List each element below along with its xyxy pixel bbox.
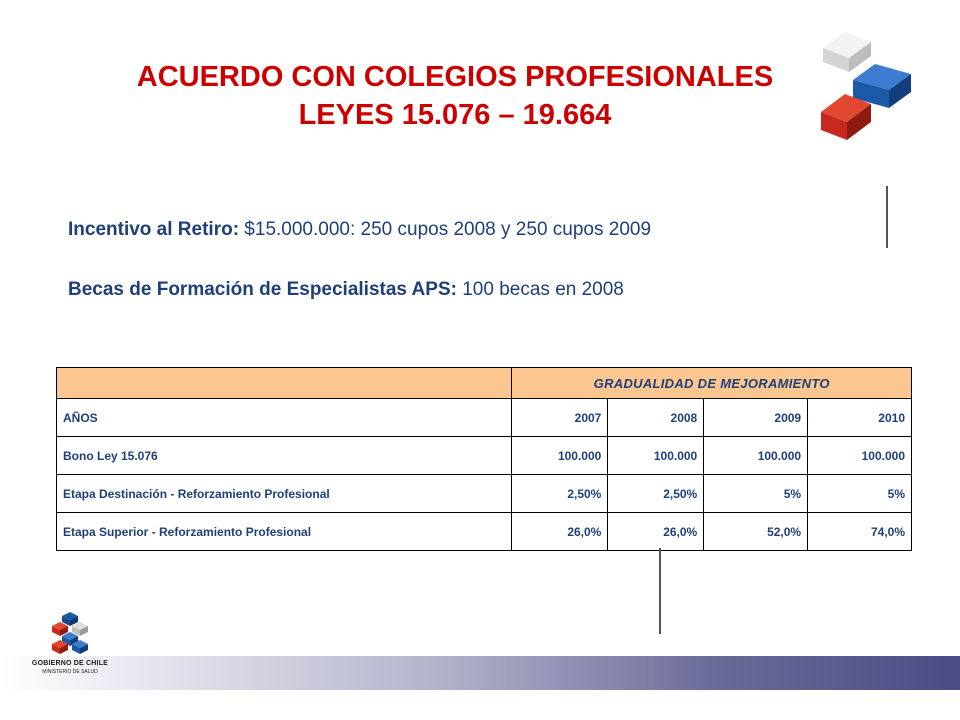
title-line-1: ACUERDO CON COLEGIOS PROFESIONALES	[136, 61, 774, 93]
table-row	[57, 513, 912, 551]
table-header-title: GRADUALIDAD DE MEJORAMIENTO	[512, 368, 912, 399]
incentivo-text: $15.000.000: 250 cupos 2008 y 250 cupos 2009	[239, 219, 652, 240]
ministerio-name: MINISTERIO DE SALUD	[42, 669, 98, 675]
year-cell: 2008	[608, 399, 704, 437]
years-label: AÑOS	[57, 399, 512, 437]
row-value: 100.000	[704, 437, 808, 475]
row-label: Etapa Destinación - Reforzamiento Profesional	[57, 475, 512, 513]
row-label: Bono Ley 15.076	[57, 437, 512, 475]
table-row	[57, 437, 912, 475]
slide-title	[60, 58, 850, 134]
divider-line-bottom	[659, 548, 661, 634]
row-value: 2,50%	[608, 475, 704, 513]
year-cell: 2009	[704, 399, 808, 437]
row-value: 26,0%	[608, 513, 704, 551]
divider-line-top	[886, 186, 888, 248]
footer-band	[0, 656, 960, 690]
row-label: Etapa Superior - Reforzamiento Profesional	[57, 513, 512, 551]
row-value: 100.000	[808, 437, 912, 475]
becas-line	[68, 279, 624, 301]
gobierno-de-chile-logo	[30, 612, 110, 688]
becas-text: 100 becas en 2008	[456, 279, 624, 300]
table-header-empty-cell	[57, 368, 512, 399]
row-value: 100.000	[608, 437, 704, 475]
table-row-years	[57, 399, 912, 437]
tricolor-cubes-logo-icon	[815, 28, 925, 146]
incentivo-label: Incentivo al Retiro:	[68, 219, 240, 240]
row-value: 2,50%	[512, 475, 608, 513]
row-value: 74,0%	[808, 513, 912, 551]
row-value: 52,0%	[704, 513, 808, 551]
row-value: 26,0%	[512, 513, 608, 551]
gradualidad-table	[56, 367, 912, 551]
year-cell: 2010	[808, 399, 912, 437]
row-value: 5%	[704, 475, 808, 513]
table-row	[57, 475, 912, 513]
row-value: 5%	[808, 475, 912, 513]
gobierno-name: GOBIERNO DE CHILE	[31, 660, 109, 667]
becas-label: Becas de Formación de Especialistas APS:	[68, 279, 457, 300]
incentivo-line	[68, 219, 651, 241]
table-header-row	[57, 368, 912, 399]
row-value: 100.000	[512, 437, 608, 475]
gobierno-cubes-icon	[48, 612, 94, 658]
title-line-2: LEYES 15.076 – 19.664	[298, 99, 612, 131]
year-cell: 2007	[512, 399, 608, 437]
